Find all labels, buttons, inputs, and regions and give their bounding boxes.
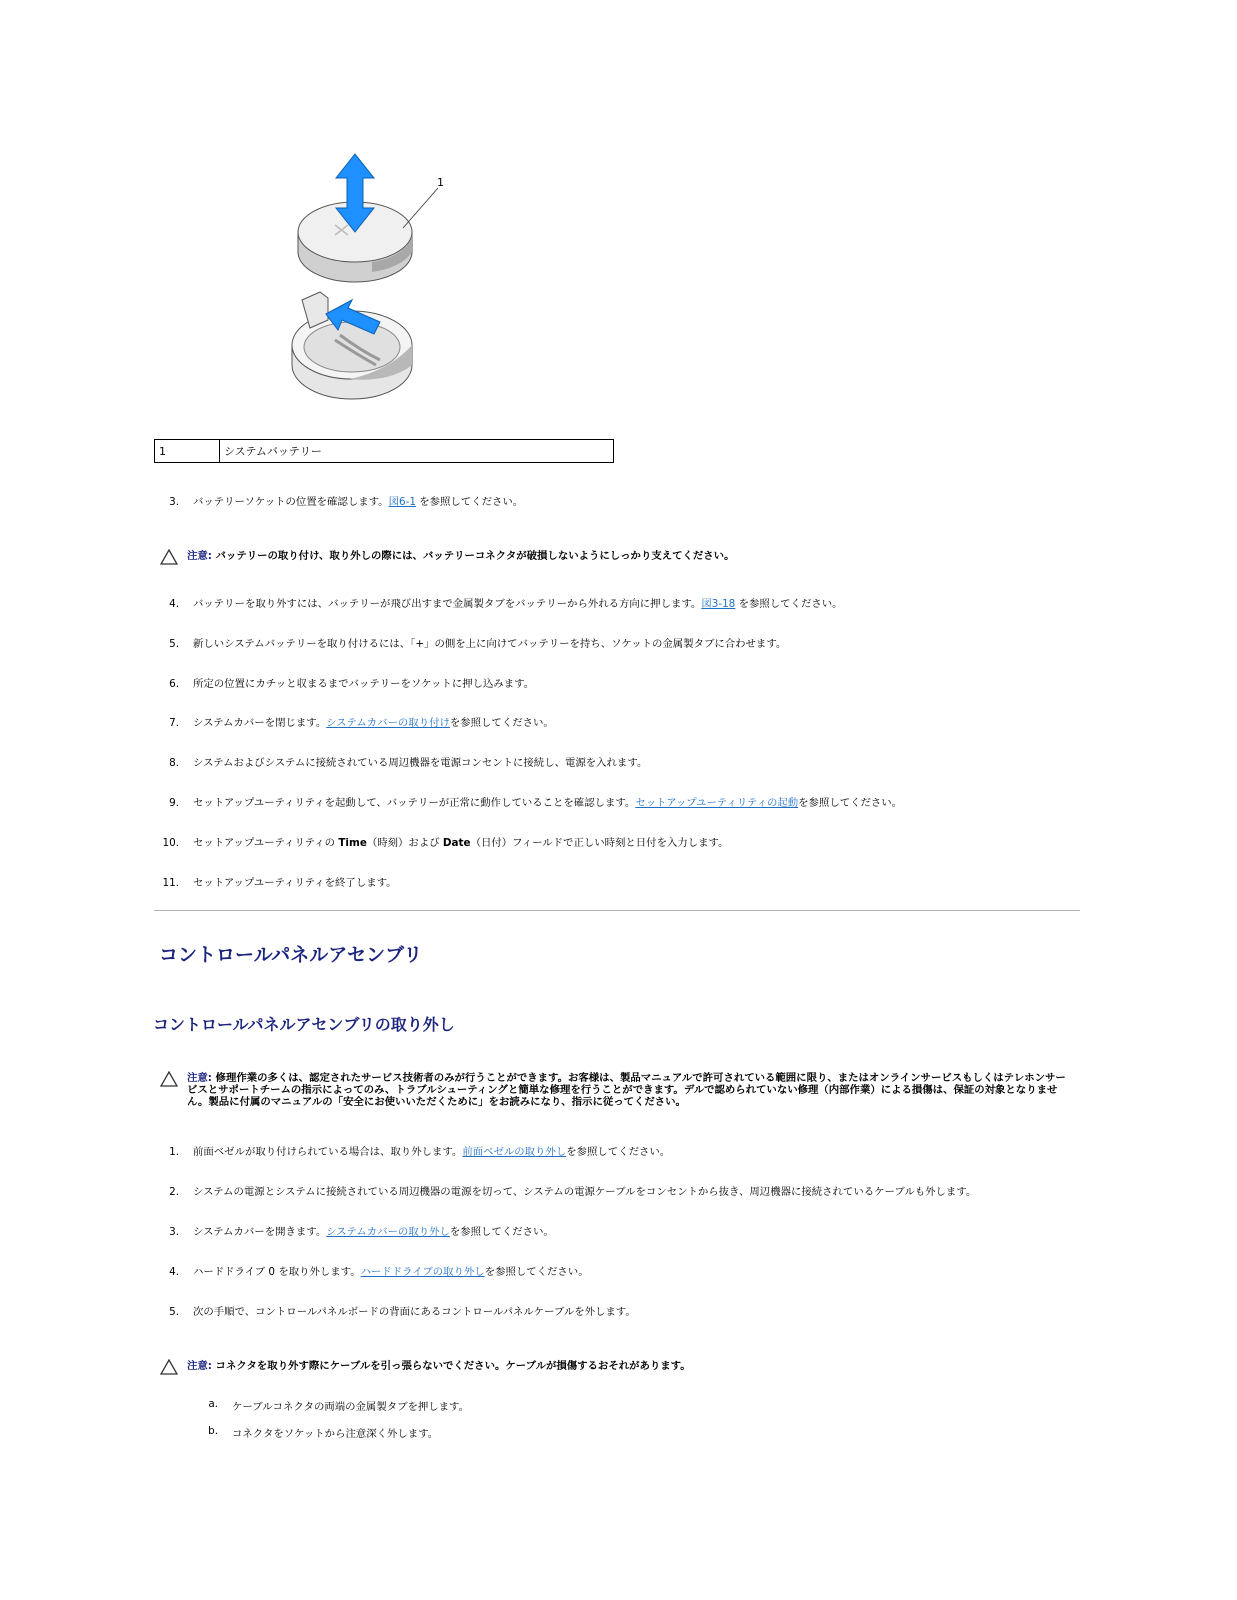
step-text: セットアップユーティリティを起動して、バッテリーが正常に動作していることを確認します。 (193, 797, 636, 809)
step-text: を参照してください。 (415, 496, 524, 508)
step-number: 2. (169, 1186, 179, 1198)
step-text: セットアップユーティリティの (193, 837, 339, 849)
system-cover-removal-link[interactable]: システムカバーの取り外し (326, 1226, 450, 1238)
list-item (169, 1305, 636, 1319)
substep-letter: a. (208, 1398, 218, 1410)
step-number: 3. (169, 1226, 179, 1238)
list-item (169, 1265, 589, 1279)
figure-link[interactable]: 図6-1 (388, 496, 416, 508)
step-text: を参照してください。 (798, 797, 903, 809)
caution-text (187, 1072, 1067, 1108)
front-bezel-removal-link[interactable]: 前面ベゼルの取り外し (462, 1146, 567, 1158)
caution-icon (160, 1359, 178, 1375)
legend-number: 1 (155, 440, 220, 463)
figure-legend-table (154, 439, 614, 463)
list-item (169, 495, 524, 509)
step-text: ハードドライブ 0 を取り外します。 (193, 1266, 361, 1278)
section-title: コントロールパネルアセンブリ (159, 944, 423, 966)
step-text: システムカバーを閉じます。 (193, 717, 327, 729)
battery-figure (280, 150, 470, 410)
substep-text: コネクタをソケットから注意深く外します。 (232, 1428, 439, 1440)
callout-line (403, 188, 438, 228)
step-text: システムカバーを開きます。 (193, 1226, 327, 1238)
hard-drive-removal-link[interactable]: ハードドライブの取り外し (360, 1266, 485, 1278)
step-text: を参照してください。 (566, 1146, 671, 1158)
list-item (169, 597, 843, 611)
list-item (208, 1398, 470, 1413)
step-text: システムの電源とシステムに接続されている周辺機器の電源を切って、システムの電源ケーブルをコンセントから抜き、周辺機器に接続されているケーブルも外します。 (193, 1186, 977, 1198)
list-item (169, 1225, 554, 1239)
setup-utility-start-link[interactable]: セットアップユーティリティの起動 (635, 797, 799, 809)
caution-body: コネクタを取り外す際にケーブルを引っ張らないでください。ケーブルが損傷するおそれがあります。 (211, 1360, 691, 1372)
callout-number: 1 (437, 176, 444, 189)
figure-link[interactable]: 図3-18 (701, 598, 736, 610)
step-text: バッテリーを取り外すには、バッテリーが飛び出すまで金属製タブをバッテリーから外れる方向に押します。 (193, 598, 702, 610)
step-number: 5. (169, 1306, 179, 1318)
step-number: 5. (169, 638, 179, 650)
step-number: 4. (169, 1266, 179, 1278)
step-text: を参照してください。 (449, 717, 554, 729)
caution-body: バッテリーの取り付け、取り外しの際には、バッテリーコネクタが破損しないようにしっかり支えてください。 (211, 550, 735, 562)
caution-text (187, 550, 1067, 562)
legend-label: システムバッテリー (220, 440, 614, 463)
list-item (169, 796, 903, 810)
step-text: 所定の位置にカチッと収まるまでバッテリーをソケットに押し込みます。 (193, 678, 535, 690)
step-text: 前面ベゼルが取り付けられている場合は、取り外します。 (193, 1146, 463, 1158)
list-item (169, 637, 787, 651)
step-text: （日付）フィールドで正しい時刻と日付を入力します。 (470, 837, 729, 849)
step-number: 10. (162, 837, 179, 849)
step-text: 新しいシステムバッテリーを取り付けるには、「+」の側を上に向けてバッテリーを持ち、ソケットの金属製タブに合わせます。 (193, 638, 787, 650)
step-number: 9. (169, 797, 179, 809)
step-text: （時刻）および (366, 837, 443, 849)
caution-label: 注意: (187, 1072, 212, 1084)
list-item (208, 1425, 439, 1440)
caution-icon (160, 1071, 178, 1087)
system-cover-install-link[interactable]: システムカバーの取り付け (326, 717, 450, 729)
step-text: セットアップユーティリティを終了します。 (193, 877, 397, 889)
subsection-title: コントロールパネルアセンブリの取り外し (153, 1015, 455, 1034)
step-text: システムおよびシステムに接続されている周辺機器を電源コンセントに接続し、電源を入れます。 (193, 757, 648, 769)
step-number: 8. (169, 757, 179, 769)
list-item (169, 1185, 977, 1199)
step-number: 7. (169, 717, 179, 729)
step-text: を参照してください。 (449, 1226, 554, 1238)
step-number: 1. (169, 1146, 179, 1158)
step-number: 3. (169, 496, 179, 508)
caution-label: 注意: (187, 1360, 212, 1372)
battery-socket (292, 292, 412, 399)
list-item (162, 876, 397, 890)
caution-icon (160, 549, 178, 565)
field-name-date: Date (442, 837, 471, 849)
list-item (169, 677, 535, 691)
list-item (162, 836, 729, 850)
caution-label: 注意: (187, 550, 212, 562)
caution-text (187, 1360, 1067, 1372)
step-text: を参照してください。 (484, 1266, 589, 1278)
substep-text: ケーブルコネクタの両端の金属製タブを押します。 (232, 1401, 470, 1413)
battery-illustration (280, 150, 470, 410)
step-text: バッテリーソケットの位置を確認します。 (193, 496, 389, 508)
step-text: 次の手順で、コントロールパネルボードの背面にあるコントロールパネルケーブルを外します。 (193, 1306, 636, 1318)
step-text: を参照してください。 (735, 598, 843, 610)
substep-letter: b. (208, 1425, 218, 1437)
field-name-time: Time (338, 837, 367, 849)
list-item (169, 756, 648, 770)
section-divider (154, 910, 1080, 911)
step-number: 6. (169, 678, 179, 690)
table-row (155, 440, 614, 463)
list-item (169, 716, 554, 730)
step-number: 11. (162, 877, 179, 889)
list-item (169, 1145, 671, 1159)
caution-body: 修理作業の多くは、認定されたサービス技術者のみが行うことができます。お客様は、製品マニュアルで許可されている範囲に限り、またはオンラインサービスもしくはテレホンサービスとサポートチームの指示によってのみ、トラブルシューティングと簡単な修理を行うことができます。デルで認められていない修理（内部作業）による損傷は、保証の対象となりません。製品に付属のマニュアルの「安全にお使いいただくために」をお読みになり、指示に従ってください。 (187, 1072, 1066, 1108)
step-number: 4. (169, 598, 179, 610)
